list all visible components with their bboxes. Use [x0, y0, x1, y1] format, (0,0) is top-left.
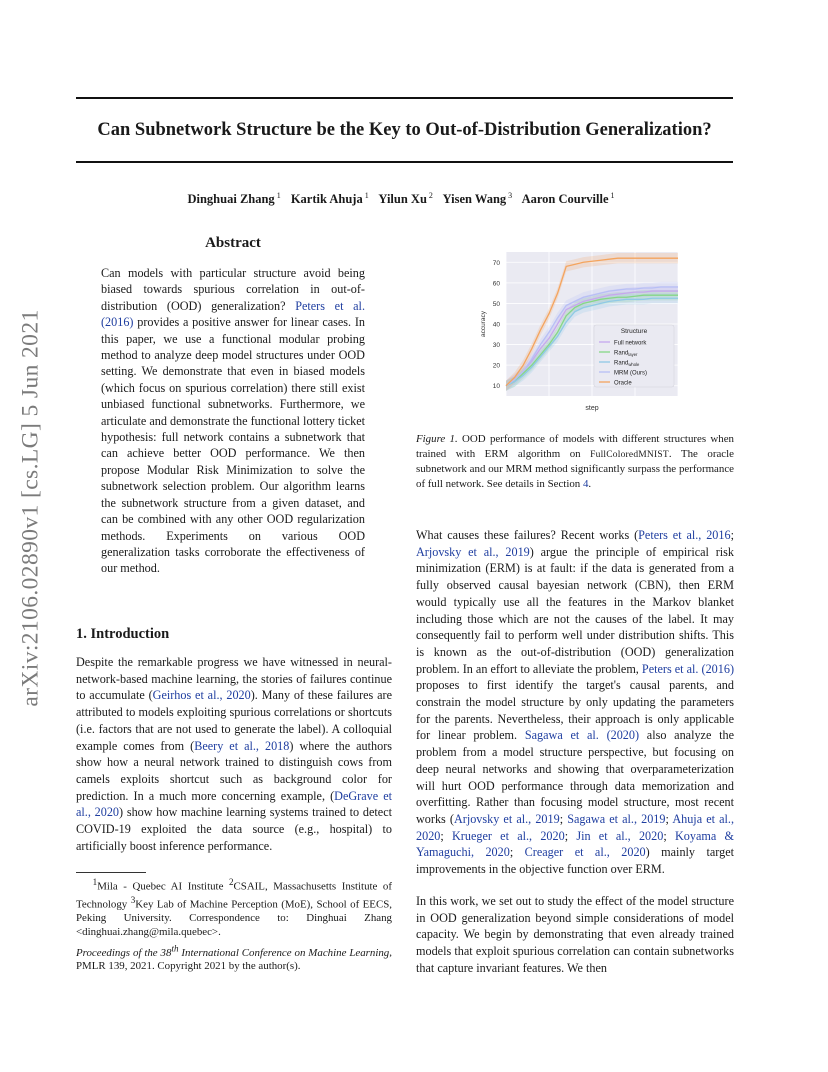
right-paragraph-1 [416, 527, 734, 878]
y-tick-label: 20 [492, 362, 500, 370]
author-list [76, 191, 733, 207]
caption-text: . [588, 477, 592, 490]
body-text: ) argue the principle of empirical risk minimization (ERM) is at fault: if the data is generated from a fully observed causal bayesian network (CBN), then ERM would typically use all the features in the Markov blanket including those which are not the causes of the label. It may consequently fail to perform well under distribution shifts. This is known as the out-of-distribution (OOD) generalization problem. In an effort to alleviate the problem, [416, 544, 734, 676]
author-name: Yisen Wang [442, 192, 507, 206]
citation-link[interactable]: Ahuja et al., 2020 [416, 811, 734, 843]
citation-link[interactable]: Peters et al., 2016 [638, 528, 731, 542]
citation-link[interactable]: Arjovsky et al., 2019 [416, 544, 530, 559]
body-text: ; [730, 528, 734, 542]
top-rule [76, 97, 733, 99]
author-affiliation: 3 [508, 191, 513, 200]
arxiv-id: arXiv:2106.02890v1 [cs.LG] 5 Jun 2021 [17, 309, 44, 707]
accuracy-line-chart [476, 248, 686, 416]
figure-caption [416, 432, 734, 491]
footnote-rule [76, 872, 146, 873]
author-affiliation: 1 [364, 191, 369, 200]
intro-text: ) show how machine learning systems trained to detect COVID-19 exploited the data source (e.g., hospital) to artificially boost inference performance. [76, 805, 392, 853]
intro-paragraph [76, 654, 392, 854]
author-affiliation: 1 [610, 191, 615, 200]
author-affiliation: 2 [428, 191, 433, 200]
author-name: Aaron Courville [521, 192, 609, 206]
citation-link[interactable]: Peters et al. (2016) [101, 298, 365, 330]
abstract-part: Can models with particular structure avoid being biased towards spurious correlation in out-of-distribution (OOD) generalization? [101, 266, 365, 313]
legend-title: Structure [620, 328, 648, 335]
citation-link[interactable]: Creager et al., 2020 [524, 845, 646, 860]
proceedings-text: , PMLR 139, 2021. Copyright 2021 by the author(s). [76, 946, 392, 973]
citation-link[interactable]: Koyama & Yamaguchi, 2020 [416, 828, 734, 860]
intro-text: Despite the remarkable progress we have witnessed in neural-network-based machine learning, the stories of failures continue to accumulate ( [76, 655, 392, 703]
footnote-marker: 1 [92, 877, 98, 887]
author-name: Kartik Ahuja [290, 192, 363, 206]
title-bottom-rule [76, 161, 733, 163]
section-heading-introduction: 1. Introduction [76, 626, 170, 642]
proceedings-sup: th [171, 943, 179, 953]
citation-link[interactable]: Sagawa et al. (2020) [524, 728, 640, 743]
y-axis-label: accuracy [480, 310, 487, 338]
legend-entry: Rand$_{layer}$ [614, 350, 638, 357]
legend-entry: Full network [614, 340, 647, 347]
right-paragraph-2: In this work, we set out to study the effect of the model structure in OOD generalization beyond simple considerations of model capacity. We begin by demonstrating that even already trained models that exploit spurious correlation can contain subnetworks that capture invariant features. We then [416, 894, 734, 975]
footnote-text: CSAIL, Massachusetts Institute of Technology [76, 880, 392, 911]
body-text: ; [509, 845, 525, 860]
x-axis-label: step [585, 405, 599, 412]
y-tick-label: 40 [492, 321, 500, 329]
section-ref-link[interactable]: 4 [582, 477, 589, 490]
paper-title: Can Subnetwork Structure be the Key to Out-of-Distribution Generalization? [97, 120, 712, 140]
arxiv-watermark [2, 296, 60, 720]
legend-entry: MRM (Ours) [614, 370, 647, 377]
abstract-part: provides a positive answer for linear cases. In this paper, we use a functional modular probing method to analyze deep model structures under OOD setting. We demonstrate that even in biased models (which focus on spurious correlation) there still exist unbiased functional subnetworks. Furthermore, we articulate and demonstrate the functional lottery ticket hypothesis: full network contains a subnetwork that can achieve better OOD performance. We then propose Modular Risk Minimization to solve the subnetwork selection problem. Our algorithm learns the subnetwork structure from a given dataset, and can be combined with any other OOD regularization methods. Experiments on various OOD generalization tasks corroborate the effectiveness of our method. [101, 315, 365, 576]
citation-link[interactable]: Arjovsky et al., 2019 [453, 811, 560, 826]
caption-text: OOD performance of models with different structures when trained with ERM algorithm on [416, 433, 734, 460]
intro-text: ) where the authors show how a neural network trained to distinguish cows from camels exploits shortcut such as background color for prediction. In a much more concerning example, ( [76, 738, 392, 803]
citation-link[interactable]: Sagawa et al., 2019 [567, 811, 666, 826]
affiliation-footnote [76, 876, 392, 939]
y-tick-label: 10 [492, 383, 500, 391]
citation-link[interactable]: Krueger et al., 2020 [452, 828, 565, 843]
y-tick-label: 60 [492, 280, 500, 288]
body-text: ) mainly target improvements in the objective function over ERM. [416, 845, 734, 877]
intro-text: ). Many of these failures are attributed to models exploiting spurious correlations or shortcuts (i.e. factors that are not used to generate the label). A colloquial example comes from ( [76, 688, 392, 753]
citation-link[interactable]: Peters et al. (2016) [641, 661, 735, 676]
body-text: ; [665, 811, 673, 826]
abstract-heading: Abstract [205, 235, 261, 251]
proceedings-note [76, 942, 392, 974]
body-text: ; [559, 811, 568, 826]
y-tick-label: 70 [492, 259, 500, 267]
body-text: ; [663, 828, 675, 843]
author-name: Dinghuai Zhang [187, 192, 275, 206]
dataset-name: FullColoredMNIST [590, 449, 669, 460]
author-name: Yilun Xu [378, 192, 427, 206]
legend-entry: Rand$_{whole}$ [614, 360, 640, 367]
proceedings-text: Proceedings of the 38 [76, 946, 172, 959]
footnote-marker: 2 [228, 877, 234, 887]
body-text: also analyze the problem from a model structure perspective, but focusing on deep neural networks and showing that overparameterization will hurt OOD performance through data memorization and overfitting. Rather than focusing model structure, most recent works ( [416, 728, 734, 826]
caption-label: Figure 1. [416, 433, 458, 445]
body-text: proposes to first identify the target's causal parents, and constrain the model structure by only updating the parameters for the parents. Nevertheless, their approach is only applicable for linear problem. [416, 678, 734, 743]
citation-link[interactable]: Geirhos et al., 2020 [152, 688, 251, 703]
footnote-text: Mila - Quebec AI Institute [97, 880, 229, 893]
y-tick-label: 50 [492, 300, 500, 308]
citation-link[interactable]: Jin et al., 2020 [576, 828, 664, 843]
footnote-text: Key Lab of Machine Perception (MoE), School of EECS, Peking University. Correspondence to: Dinghuai Zhang <dinghuai.zhang@mila.quebec>. [76, 898, 392, 938]
abstract-text [101, 265, 365, 577]
citation-link[interactable]: DeGrave et al., 2020 [76, 788, 393, 820]
legend-entry: Oracle [614, 380, 632, 387]
y-tick-label: 30 [492, 342, 500, 350]
footnote-marker: 3 [130, 895, 136, 906]
body-text: What causes these failures? Recent works ( [416, 528, 639, 542]
body-text: ; [564, 828, 577, 843]
citation-link[interactable]: Beery et al., 2018 [194, 738, 290, 753]
caption-text: . The oracle subnetwork and our MRM method significantly surpass the performance of full network. See details in Section [416, 447, 734, 490]
proceedings-text: International Conference on Machine Learning [178, 946, 390, 959]
body-text: ; [440, 828, 452, 843]
author-affiliation: 1 [276, 191, 281, 200]
